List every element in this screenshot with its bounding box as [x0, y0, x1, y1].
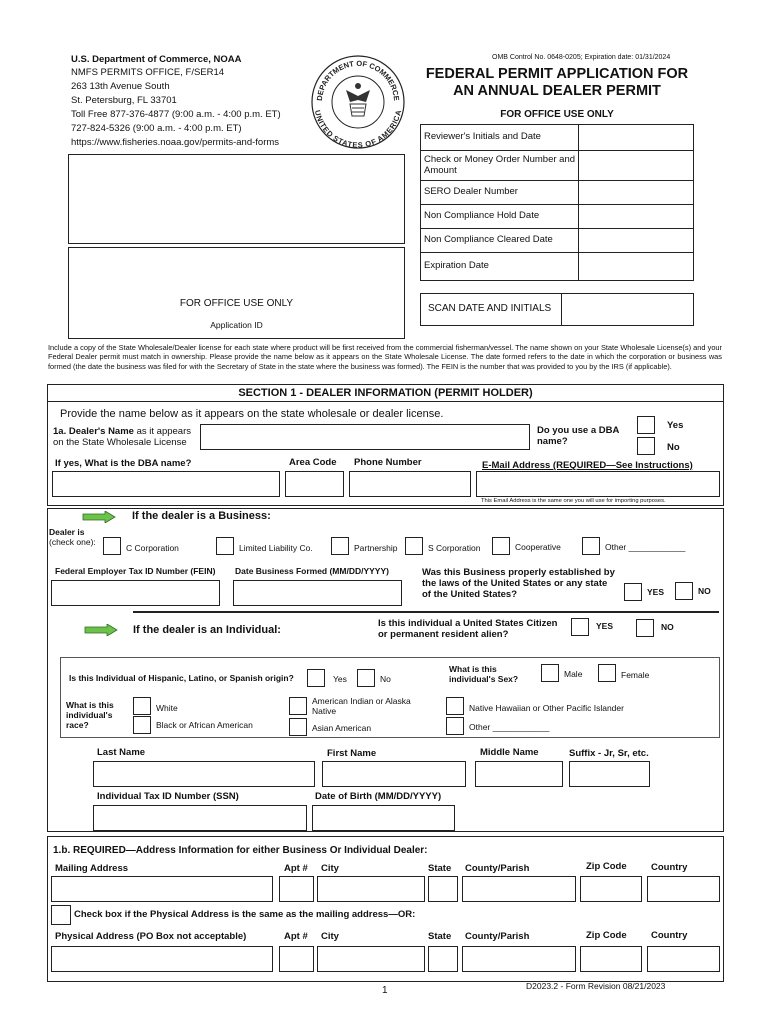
dba-name-input[interactable]: [52, 471, 280, 497]
section1-title: SECTION 1 - DEALER INFORMATION (PERMIT HOLDER): [238, 387, 533, 399]
mailing-country-label: Country: [651, 862, 688, 873]
dealer-is-label: Dealer is: [49, 527, 85, 537]
physical-zip-label: Zip Code: [586, 930, 627, 941]
dealer-name-label2: on the State Wholesale License: [53, 437, 187, 448]
form-title-line2: AN ANNUAL DEALER PERMIT: [453, 83, 661, 99]
office-row-value: [579, 229, 694, 253]
established-question-3: of the United States?: [422, 589, 518, 600]
section1-title-bar: [47, 384, 724, 402]
physical-country-label: Country: [651, 930, 688, 941]
agency-line: St. Petersburg, FL 33701: [71, 95, 177, 106]
seal-bottom-text: UNITED STATES OF AMERICA: [312, 109, 404, 150]
last-name-label: Last Name: [97, 747, 146, 758]
mailing-city-input[interactable]: [317, 876, 425, 902]
physical-apt-label: Apt #: [284, 931, 308, 942]
mailing-city-label: City: [321, 863, 339, 874]
race-hawaiian-label: Native Hawaiian or Other Pacific Islander: [469, 703, 624, 713]
dba-no-checkbox[interactable]: [637, 437, 655, 455]
email-note: This Email Address is the same one you will use for importing purposes.: [481, 498, 666, 504]
dealer-name-input[interactable]: [200, 424, 530, 450]
office-row-label: Expiration Date: [421, 253, 579, 281]
agency-line: 263 13th Avenue South: [71, 81, 170, 92]
mailing-zip-input[interactable]: [580, 876, 642, 902]
partnership-label: Partnership: [354, 543, 398, 553]
dba-yes-label: Yes: [667, 420, 684, 431]
svg-text:DEPARTMENT OF COMMERCE: [315, 59, 401, 101]
llc-checkbox[interactable]: [216, 537, 234, 555]
arrow-right-icon: [82, 511, 116, 523]
race-hawaiian-checkbox[interactable]: [446, 697, 464, 715]
established-yes-label: YES: [647, 587, 665, 597]
agency-line: https://www.fisheries.noaa.gov/permits-and-forms: [71, 137, 280, 148]
agency-line: Toll Free 877-376-4877 (9:00 a.m. - 4:00 p.m. ET): [71, 109, 281, 120]
business-heading: If the dealer is a Business:: [132, 510, 271, 522]
citizen-question-2: or permanent resident alien?: [378, 629, 509, 640]
mailing-state-input[interactable]: [428, 876, 458, 902]
citizen-yes-checkbox[interactable]: [571, 618, 589, 636]
hispanic-no-label: No: [380, 674, 391, 684]
cooperative-label: Cooperative: [515, 542, 561, 552]
physical-state-input[interactable]: [428, 946, 458, 972]
office-row-value: [579, 125, 694, 151]
mailing-apt-label: Apt #: [284, 863, 308, 874]
female-checkbox[interactable]: [598, 664, 616, 682]
suffix-input[interactable]: [569, 761, 650, 787]
mailing-state-label: State: [428, 863, 452, 874]
date-formed-label: Date Business Formed (MM/DD/YYYY): [235, 566, 389, 576]
agency-line: NMFS PERMITS OFFICE, F/SER14: [71, 67, 225, 78]
hispanic-yes-checkbox[interactable]: [307, 669, 325, 687]
race-other-checkbox[interactable]: [446, 717, 464, 735]
cooperative-checkbox[interactable]: [492, 537, 510, 555]
physical-city-label: City: [321, 931, 339, 942]
llc-label: Limited Liability Co.: [239, 543, 313, 553]
race-white-label: White: [156, 703, 178, 713]
race-question-3: race?: [66, 720, 89, 730]
race-american-indian-checkbox[interactable]: [289, 697, 307, 715]
established-question-2: the laws of the United States or any state: [422, 578, 608, 589]
dealer-is-label2: (check one):: [49, 537, 96, 547]
scan-date-label: SCAN DATE AND INITIALS: [428, 303, 552, 314]
fein-label: Federal Employer Tax ID Number (FEIN): [55, 566, 216, 576]
mailing-address-label: Mailing Address: [55, 863, 129, 874]
sex-question: What is this: [449, 664, 497, 674]
office-stamp-box: [68, 154, 405, 244]
dba-question-2: name?: [537, 436, 568, 447]
race-asian-checkbox[interactable]: [289, 718, 307, 736]
mailing-country-input[interactable]: [647, 876, 720, 902]
dba-no-label: No: [667, 442, 680, 453]
area-code-label: Area Code: [289, 457, 337, 468]
race-white-checkbox[interactable]: [133, 697, 151, 715]
arrow-right-icon: [84, 624, 118, 636]
office-row-label: Check or Money Order Number and Amount: [421, 151, 579, 181]
physical-county-input[interactable]: [462, 946, 576, 972]
established-no-label: NO: [698, 586, 711, 596]
seal-top-text: DEPARTMENT OF COMMERCE: [314, 58, 402, 102]
address-heading: 1.b. REQUIRED—Address Information for either Business Or Individual Dealer:: [53, 845, 428, 856]
dealer-name-label-bold: 1a. Dealer's Name: [53, 426, 134, 437]
dob-input[interactable]: [312, 805, 455, 831]
dealer-name-label-rest: as it appears: [133, 426, 191, 437]
s-corp-label: S Corporation: [428, 543, 481, 553]
other-business-label: Other ____________: [605, 542, 686, 552]
suffix-label: Suffix - Jr, Sr, etc.: [569, 748, 649, 759]
same-address-checkbox[interactable]: [51, 905, 71, 925]
email-input[interactable]: [476, 471, 720, 497]
partnership-checkbox[interactable]: [331, 537, 349, 555]
race-black-checkbox[interactable]: [133, 716, 151, 734]
first-name-label: First Name: [327, 748, 377, 759]
race-question: What is this: [66, 700, 114, 710]
mailing-county-input[interactable]: [462, 876, 576, 902]
middle-name-input[interactable]: [475, 761, 563, 787]
fein-input[interactable]: [51, 580, 220, 606]
physical-state-label: State: [428, 931, 452, 942]
mailing-zip-label: Zip Code: [586, 861, 627, 872]
middle-name-label: Middle Name: [480, 747, 539, 758]
hispanic-yes-label: Yes: [333, 674, 347, 684]
citizen-question: Is this individual a United States Citizen: [378, 618, 558, 629]
office-row-value: [579, 151, 694, 181]
office-row-value: [579, 181, 694, 205]
race-asian-label: Asian American: [312, 723, 372, 733]
mailing-apt-input[interactable]: [279, 876, 314, 902]
physical-country-input[interactable]: [647, 946, 720, 972]
office-row-label: SERO Dealer Number: [421, 181, 579, 205]
office-row-value: [579, 205, 694, 229]
office-use-heading: FOR OFFICE USE ONLY: [500, 109, 614, 120]
physical-address-label: Physical Address (PO Box not acceptable): [55, 931, 247, 942]
commerce-seal-icon: [306, 52, 410, 152]
s-corp-checkbox[interactable]: [405, 537, 423, 555]
hispanic-question: Is this Individual of Hispanic, Latino, or Spanish origin?: [69, 673, 294, 683]
race-american-indian-label: American Indian or Alaska: [312, 696, 411, 706]
dba-yes-checkbox[interactable]: [637, 416, 655, 434]
physical-county-label: County/Parish: [465, 931, 530, 942]
female-label: Female: [621, 670, 650, 680]
email-label: E-Mail Address (REQUIRED—See Instructions): [482, 460, 693, 471]
area-code-input[interactable]: [285, 471, 344, 497]
dba-name-label: If yes, What is the DBA name?: [55, 458, 192, 469]
form-revision: D2023.2 - Form Revision 08/21/2023: [526, 981, 666, 991]
office-row-value: [579, 253, 694, 281]
citizen-no-checkbox[interactable]: [636, 619, 654, 637]
established-yes-checkbox[interactable]: [624, 583, 642, 601]
mailing-address-input[interactable]: [51, 876, 273, 902]
provide-name-instruction: Provide the name below as it appears on the state wholesale or dealer license.: [60, 408, 444, 420]
phone-label: Phone Number: [354, 457, 422, 468]
svg-text:UNITED STATES OF AMERICA: [313, 109, 403, 150]
application-id-box: [68, 247, 405, 339]
first-name-input[interactable]: [322, 761, 466, 787]
form-title-line1: FEDERAL PERMIT APPLICATION FOR: [425, 66, 689, 82]
office-row-label: Non Compliance Cleared Date: [421, 229, 579, 253]
physical-zip-input[interactable]: [580, 946, 642, 972]
physical-address-input[interactable]: [51, 946, 273, 972]
individual-heading: If the dealer is an Individual:: [133, 624, 281, 636]
male-label: Male: [564, 669, 583, 679]
ssn-label: Individual Tax ID Number (SSN): [97, 791, 239, 802]
citizen-yes-label: YES: [596, 621, 614, 631]
mailing-county-label: County/Parish: [465, 863, 530, 874]
hispanic-no-checkbox[interactable]: [357, 669, 375, 687]
office-use-label: FOR OFFICE USE ONLY: [179, 298, 294, 309]
agency-line: 727-824-5326 (9:00 a.m. - 4:00 p.m. ET): [71, 123, 242, 134]
dba-question: Do you use a DBA: [537, 425, 620, 436]
male-checkbox[interactable]: [541, 664, 559, 682]
ssn-input[interactable]: [93, 805, 307, 831]
race-american-indian-label-2: Native: [312, 706, 337, 716]
same-address-label: Check box if the Physical Address is the same as the mailing address—OR:: [74, 909, 416, 920]
established-question: Was this Business properly established by: [422, 567, 615, 578]
physical-apt-input[interactable]: [279, 946, 314, 972]
dob-label: Date of Birth (MM/DD/YYYY): [315, 791, 442, 802]
race-other-label: Other ____________: [469, 722, 550, 732]
race-black-label: Black or African American: [156, 720, 253, 730]
citizen-no-label: NO: [661, 622, 674, 632]
last-name-input[interactable]: [93, 761, 315, 787]
phone-input[interactable]: [349, 471, 471, 497]
agency-line: U.S. Department of Commerce, NOAA: [71, 54, 242, 65]
office-row-label: Reviewer's Initials and Date: [421, 125, 579, 151]
established-no-checkbox[interactable]: [675, 582, 693, 600]
c-corp-checkbox[interactable]: [103, 537, 121, 555]
c-corp-label: C Corporation: [126, 543, 179, 553]
omb-control: OMB Control No. 0648-0205; Expiration date: 01/31/2024: [492, 54, 671, 61]
page-number: 1: [382, 985, 388, 996]
physical-city-input[interactable]: [317, 946, 425, 972]
date-formed-input[interactable]: [233, 580, 402, 606]
other-business-checkbox[interactable]: [582, 537, 600, 555]
instructions-paragraph: Include a copy of the State Wholesale/Dealer license for each state where product will be first received from the commercial fisherman/vessel. The name shown on your State Wholesale License(s) and your Federal Dealer permit must match in ownership. Please provide the name below as it appears on the State Wholesale License. The date formed refers to the date in which the corporation or business was formed (the date the business was filed for with the Secretary of State in the state where the business was formed). The FEIN is the number that was provided to you by the IRS (if applicable).: [48, 343, 722, 371]
scan-date-box: [420, 293, 694, 326]
sex-question-2: individual's Sex?: [449, 674, 519, 684]
office-use-table: [420, 124, 694, 281]
application-id-label: Application ID: [210, 320, 263, 330]
race-question-2: individual's: [66, 710, 113, 720]
office-row-label: Non Compliance Hold Date: [421, 205, 579, 229]
divider: [133, 611, 719, 613]
